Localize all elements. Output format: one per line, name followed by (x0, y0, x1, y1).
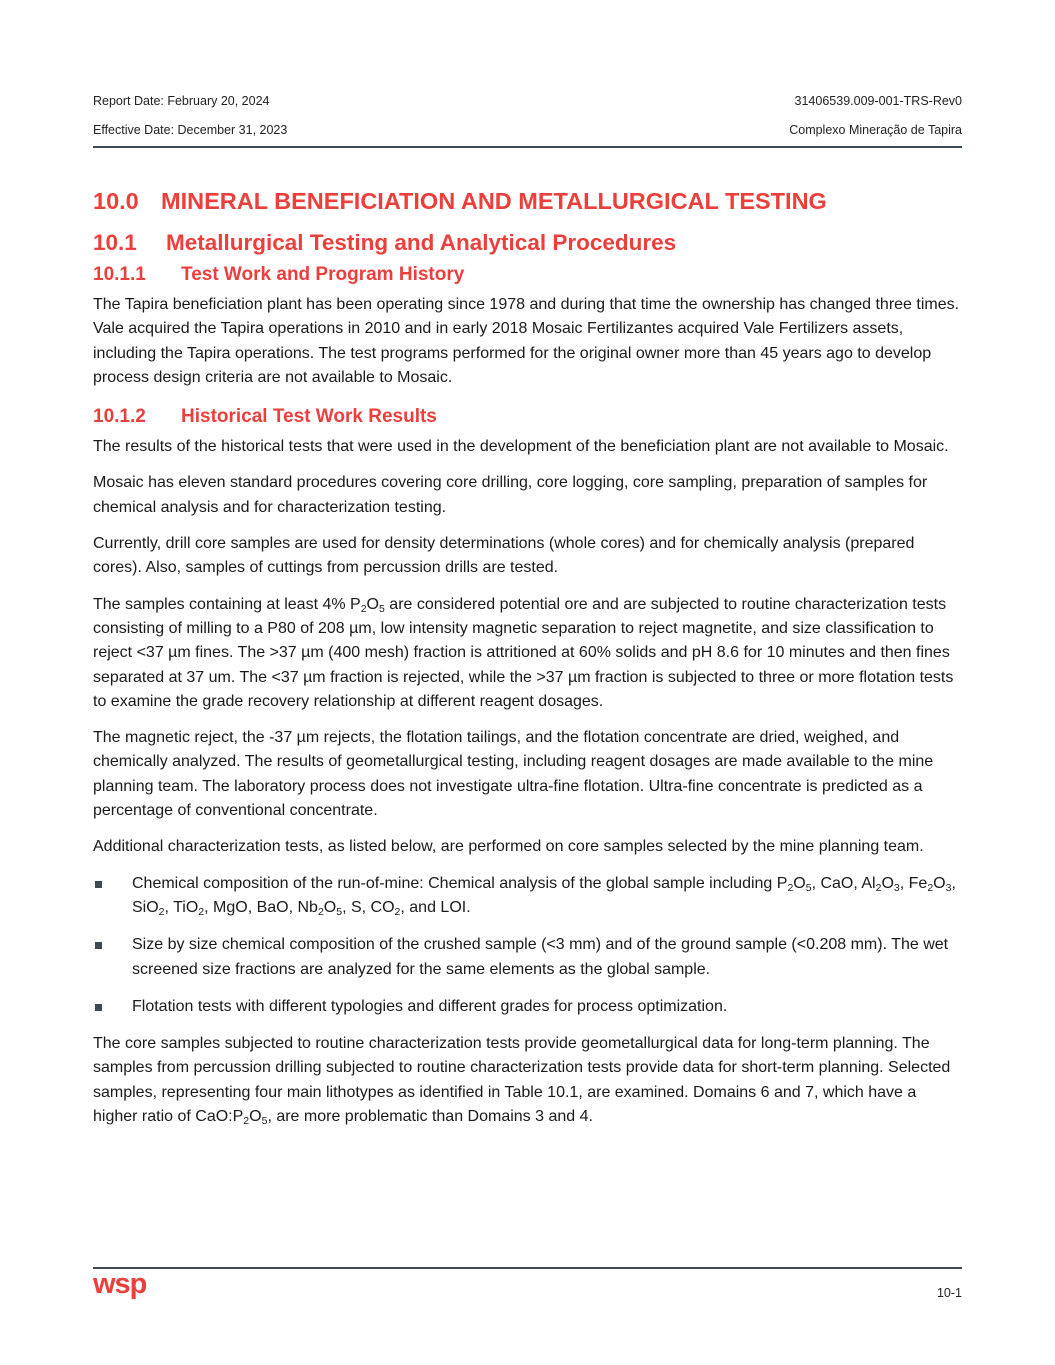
paragraph-additional-tests: Additional characterization tests, as listed below, are performed on core samples selected by the mine planning team. (93, 838, 924, 856)
chapter-number: 10.0 (93, 188, 139, 214)
paragraph-characterization: The samples containing at least 4% $P_2O_5$ are considered potential ore and are subjected to routine characterization tests consisting of milling to a P80 of 208 µm, low intensity magnetic separation to reject magnetite, and size classification to reject <37 µm fines. The >37 µm (400 mesh) fraction is attritioned at 60% solids and pH 8.6 for 10 minutes and then fines separated at 37 um. The <37 µm fraction is rejected, while the >37 µm fraction is subjected to three or more flotation tests to examine the grade recovery relationship at different reagent dosages. (93, 595, 954, 710)
document-number: 31406539.009-001-TRS-Rev0 (794, 94, 962, 108)
chapter-heading (93, 184, 963, 218)
chapter-title: MINERAL BENEFICIATION AND METALLURGICAL TESTING (161, 188, 827, 214)
page-number: 10-1 (936, 1286, 962, 1300)
test-list (93, 872, 963, 1019)
square-bullet-icon (95, 1004, 102, 1011)
paragraph-analysis: The magnetic reject, the -37 µm rejects, the flotation tailings, and the flotation concentrate are dried, weighed, and chemically analyzed. The results of geometallurgical testing, including reagent dosages are made available to the mine planning team. The laboratory process does not investigate ultra-fine flotation. Ultra-fine concentrate is predicted as a percentage of conventional concentrate. (93, 729, 934, 820)
list-item: Flotation tests with different typologies and different grades for process optimization. (93, 995, 963, 1019)
subsection-title: Test Work and Program History (181, 264, 465, 285)
square-bullet-icon (95, 942, 102, 949)
square-bullet-icon (95, 881, 102, 888)
footer-divider (93, 1267, 962, 1269)
subsection-number: 10.1.2 (93, 406, 146, 428)
wsp-logo (93, 1273, 159, 1309)
section-heading (93, 226, 963, 260)
effective-date: Effective Date: December 31, 2023 (93, 123, 288, 137)
paragraph-history: The Tapira beneficiation plant has been operating since 1978 and during that time the ownership has changed three times. Vale acquired the Tapira operations in 2010 and in early 2018 Mosaic Fertilizantes acquired Vale Fertilizers assets, including the Tapira operations. The test programs performed for the original owner more than 45 years ago to develop process design criteria are not available to Mosaic. (93, 296, 960, 386)
section-title: Metallurgical Testing and Analytical Procedures (166, 230, 677, 255)
paragraph-samples: Currently, drill core samples are used for density determinations (whole cores) and for chemically analysis (prepared cores). Also, samples of cuttings from percussion drills are tested. (93, 535, 915, 577)
subsection-number: 10.1.1 (93, 264, 146, 285)
list-item: Size by size chemical composition of the crushed sample (<3 mm) and of the ground sample (<0.208 mm). The wet screened size fractions are analyzed for the same elements as the global sample. (93, 933, 963, 982)
list-item: Chemical composition of the run-of-mine: Chemical analysis of the global sample including $P_2O_5$, CaO, $Al_2O_3$, $Fe_2O_3$, SiO$_2$, TiO$_2$, MgO, BaO, $Nb_2O_5$, S, $CO_2$, and LOI. (93, 872, 963, 921)
svg-text:wsp: wsp (93, 1273, 147, 1300)
subsection-heading-2 (93, 402, 963, 432)
paragraph-planning: The core samples subjected to routine characterization tests provide geometallurgical data for long-term planning. The samples from percussion drilling subjected to routine characterization tests provide data for short-term planning. Selected samples, representing four main lithotypes as identified in Table 10.1, are examined. Domains 6 and 7, which have a higher ratio of $CaO:P_2O_5$, are more problematic than Domains 3 and 4. (93, 1035, 951, 1128)
project-name: Complexo Mineração de Tapira (789, 123, 962, 137)
report-date: Report Date: February 20, 2024 (93, 94, 270, 108)
document-body (93, 184, 963, 1141)
subsection-heading-1 (93, 260, 963, 290)
section-number: 10.1 (93, 230, 137, 255)
subsection-title: Historical Test Work Results (181, 406, 437, 428)
page-header (93, 88, 962, 146)
header-divider (93, 146, 962, 148)
paragraph-results: The results of the historical tests that were used in the development of the beneficiation plant are not available to Mosaic. (93, 438, 949, 456)
paragraph-procedures: Mosaic has eleven standard procedures covering core drilling, core logging, core sampling, preparation of samples for chemical analysis and for characterization testing. (93, 474, 928, 516)
